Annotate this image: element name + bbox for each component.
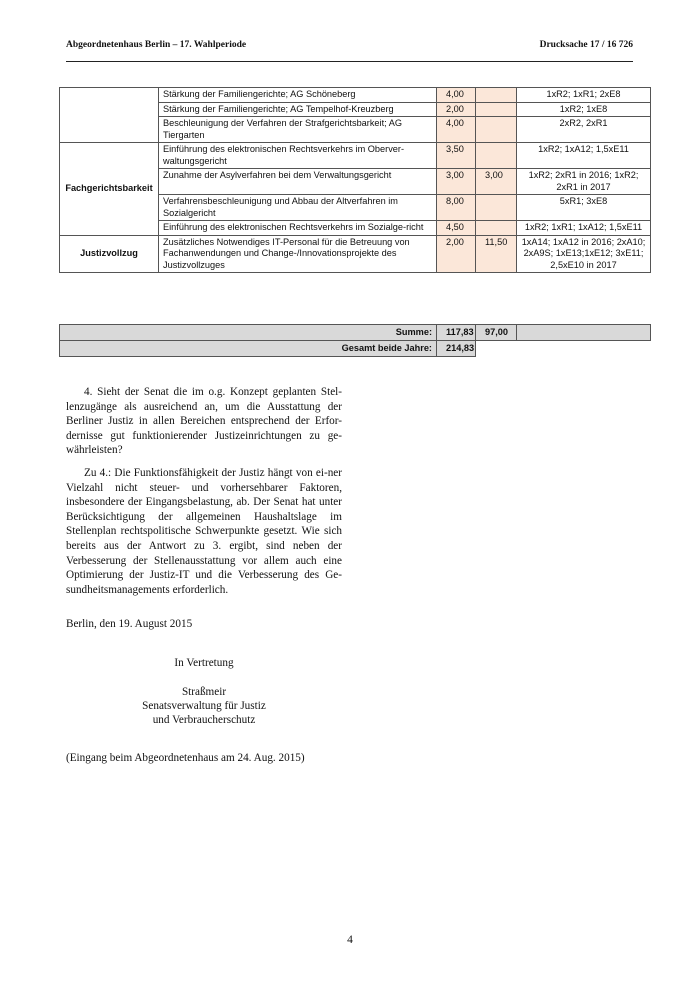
value-2017-cell <box>476 195 517 221</box>
value-2017-cell <box>476 117 517 143</box>
value-2016-cell: 2,00 <box>437 102 476 117</box>
value-2016-cell: 2,00 <box>437 235 476 273</box>
header-document-number: Drucksache 17 / 16 726 <box>539 40 633 50</box>
question-4: 4. Sieht der Senat die im o.g. Konzept geplanten Stel-lenzugänge als ausreichend an, um die Ausstattung der Berliner Justiz in allen Bereichen entsprechend der Erfor-dernisse gut funktionierender Justizeinrichtungen zu ge-währleisten? <box>66 386 342 457</box>
signer-name: Straßmeir <box>181 686 227 698</box>
value-2017-cell: 11,50 <box>476 235 517 273</box>
value-2017-cell: 3,00 <box>476 169 517 195</box>
positions-cell: 1xR2; 1xR1; 1xA12; 1,5xE11 <box>517 221 651 236</box>
value-2016-cell: 8,00 <box>437 195 476 221</box>
positions-cell: 1xR2; 1xE8 <box>517 102 651 117</box>
on-behalf-line: In Vertretung <box>174 657 234 669</box>
value-2017-cell <box>476 88 517 103</box>
value-2017-cell <box>476 143 517 169</box>
positions-cell: 2xR2, 2xR1 <box>517 117 651 143</box>
total-blank <box>476 341 517 357</box>
measure-cell: Verfahrensbeschleunigung und Abbau der Altverfahren im Sozialgericht <box>159 195 437 221</box>
category-fachgerichtsbarkeit: Fachgerichtsbarkeit <box>60 143 159 236</box>
table-row <box>60 235 651 273</box>
sum-2017: 97,00 <box>476 325 517 341</box>
measure-cell: Beschleunigung der Verfahren der Strafgerichtsbarkeit; AG Tiergarten <box>159 117 437 143</box>
total-row <box>60 341 651 357</box>
value-2016-cell: 4,00 <box>437 88 476 103</box>
positions-cell: 1xR2; 1xA12; 1,5xE11 <box>517 143 651 169</box>
date-line: Berlin, den 19. August 2015 <box>66 618 193 630</box>
value-2016-cell: 4,50 <box>437 221 476 236</box>
header-divider <box>66 61 633 62</box>
positions-cell: 1xR2; 1xR1; 2xE8 <box>517 88 651 103</box>
positions-cell: 5xR1; 3xE8 <box>517 195 651 221</box>
category-cell-continued <box>60 88 159 143</box>
value-2016-cell: 4,00 <box>437 117 476 143</box>
table-row <box>60 143 651 169</box>
value-2016-cell: 3,00 <box>437 169 476 195</box>
measure-cell: Einführung des elektronischen Rechtsverkehrs im Sozialge-richt <box>159 221 437 236</box>
measure-cell: Zunahme der Asylverfahren bei dem Verwaltungsgericht <box>159 169 437 195</box>
sum-row <box>60 325 651 341</box>
measure-cell: Stärkung der Familiengerichte; AG Tempelhof-Kreuzberg <box>159 102 437 117</box>
total-value: 214,83 <box>437 341 476 357</box>
table-row <box>60 88 651 103</box>
sum-empty <box>517 325 651 341</box>
category-justizvollzug: Justizvollzug <box>60 235 159 273</box>
sum-2016: 117,83 <box>437 325 476 341</box>
value-2017-cell <box>476 221 517 236</box>
receipt-note: (Eingang beim Abgeordnetenhaus am 24. Aug. 2015) <box>66 752 305 764</box>
positions-cell: 1xA14; 1xA12 in 2016; 2xA10; 2xA9S; 1xE13;1xE12; 3xE11; 2,5xE10 in 2017 <box>517 235 651 273</box>
positions-table <box>59 87 651 273</box>
total-blank <box>517 341 651 357</box>
positions-cell: 1xR2; 2xR1 in 2016; 1xR2; 2xR1 in 2017 <box>517 169 651 195</box>
department-line-1: Senatsverwaltung für Justiz <box>142 700 266 712</box>
total-label: Gesamt beide Jahre: <box>60 341 437 357</box>
department-line-2: und Verbraucherschutz <box>152 714 256 726</box>
answer-4: Zu 4.: Die Funktionsfähigkeit der Justiz hängt von ei-ner Vielzahl nicht steuer- und vorhersehbarer Faktoren, insbesondere der Eingangsbelastung, ab. Der Senat hat unter Berücksichtigung der allgemeinen Haushaltslage im Stellenplan rechtspolitische Schwerpunkte gesetzt. Wie sich bereits aus der Antwort zu 3. ergibt, sind neben der Verbesserung der Stellenausstattung vor allem auch eine Optimierung der Justiz-IT und die Verbesserung des Ge-sundheitsmanagements erforderlich. <box>66 467 342 596</box>
page-number: 4 <box>347 934 353 946</box>
measure-cell: Zusätzliches Notwendiges IT-Personal für die Betreuung von Fachanwendungen und Change-/Innovationsprojekte des Justizvollzuges <box>159 235 437 273</box>
summary-table <box>59 324 651 357</box>
header-parliament: Abgeordnetenhaus Berlin – 17. Wahlperiode <box>66 40 247 50</box>
page-header <box>66 40 633 56</box>
measure-cell: Einführung des elektronischen Rechtsverkehrs im Oberver-waltungsgericht <box>159 143 437 169</box>
sum-label: Summe: <box>60 325 437 341</box>
measure-cell: Stärkung der Familiengerichte; AG Schöneberg <box>159 88 437 103</box>
value-2016-cell: 3,50 <box>437 143 476 169</box>
value-2017-cell <box>476 102 517 117</box>
